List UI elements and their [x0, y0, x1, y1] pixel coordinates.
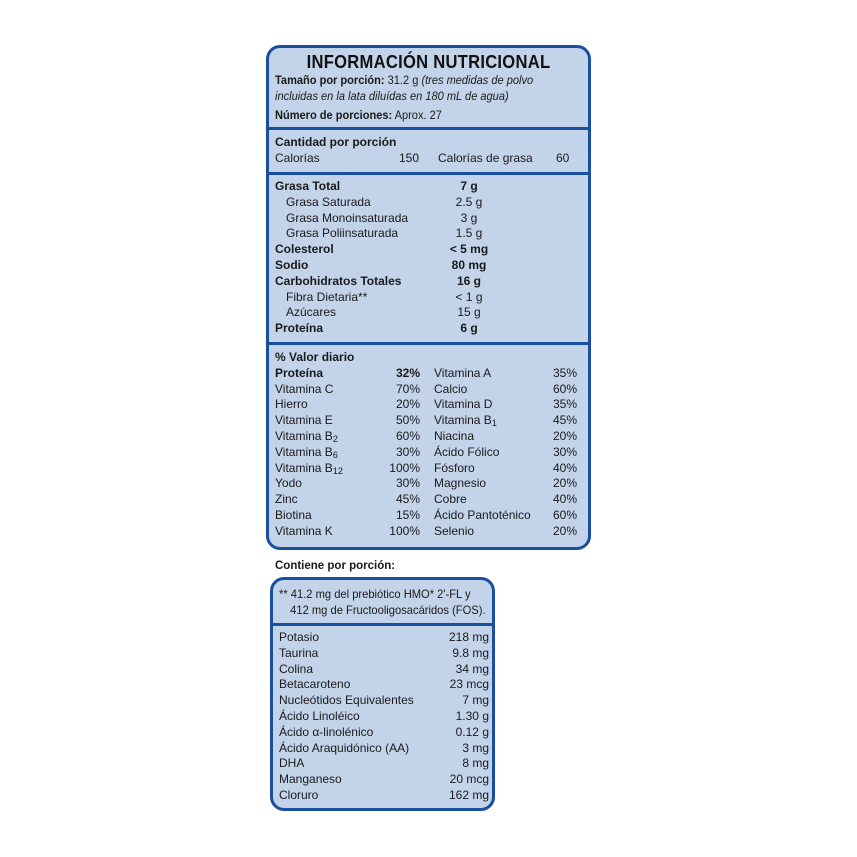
daily-value-percent: 45%	[395, 492, 420, 507]
daily-value-name	[275, 445, 338, 461]
additional-nutrient-label: Taurina	[279, 645, 319, 660]
nutrient-label: Grasa Poliinsaturada	[286, 226, 399, 241]
nutrient-label: Sodio	[275, 257, 309, 272]
additional-nutrient-value: 218 mg	[448, 630, 489, 644]
daily-value-row	[275, 524, 582, 540]
nutrient-label: Azúcares	[286, 305, 337, 320]
daily-value-name	[275, 461, 343, 477]
nutrient-value: 6 g	[460, 321, 478, 336]
additional-nutrient-row	[279, 772, 489, 788]
vitamin-name: Vitamina C	[275, 381, 334, 396]
additional-nutrient-value: 7 mg	[462, 693, 489, 708]
servings-value: Aprox. 27	[394, 107, 442, 122]
divider	[269, 342, 588, 345]
additional-nutrient-label: DHA	[279, 756, 305, 771]
serving-size-note-2: incluidas en la lata diluídas en 180 mL de agua)	[275, 88, 509, 103]
prebiotic-note-line-2: 412 mg de Fructooligosacáridos (FOS).	[290, 602, 486, 617]
calories-value: 150	[399, 150, 420, 165]
vitamin-name: Ácido Fólico	[434, 444, 500, 459]
daily-value-percent: 32%	[395, 365, 420, 380]
nutrient-value: 80 mg	[451, 257, 487, 272]
nutrient-row	[275, 195, 582, 211]
nutrient-value: 2.5 g	[455, 194, 483, 209]
nutrient-row	[275, 274, 582, 290]
daily-value-row	[275, 461, 582, 477]
nutrient-value: 15 g	[457, 305, 481, 320]
divider	[273, 623, 492, 626]
nutrient-value: 16 g	[456, 273, 481, 288]
daily-value-name	[434, 508, 531, 524]
daily-value-percent: 35%	[552, 365, 577, 380]
daily-value-name	[434, 461, 475, 477]
daily-value-name	[434, 366, 491, 382]
nutrient-label: Grasa Monoinsaturada	[286, 210, 409, 225]
daily-value-heading: % Valor diario	[275, 350, 355, 364]
daily-value-name	[275, 508, 312, 524]
nutrient-row	[275, 305, 582, 321]
fat-calories-label: Calorías de grasa	[438, 150, 533, 165]
daily-value-row	[275, 413, 582, 429]
daily-value-row	[275, 476, 582, 492]
nutrient-label: Proteína	[275, 321, 324, 336]
vitamin-subscript: 12	[332, 465, 343, 476]
daily-value-percent: 15%	[395, 507, 420, 522]
daily-value-name	[434, 445, 499, 461]
vitamin-name: Vitamina B	[275, 444, 333, 459]
additional-nutrient-label: Cloruro	[279, 787, 319, 802]
additional-nutrients-panel	[270, 577, 495, 811]
vitamin-name: Ácido Pantoténico	[434, 507, 531, 522]
daily-value-row	[275, 429, 582, 445]
daily-value-percent: 20%	[552, 428, 577, 443]
calories-row	[275, 151, 582, 167]
daily-value-percent: 45%	[552, 413, 577, 428]
daily-value-name	[434, 429, 474, 445]
additional-nutrient-row	[279, 630, 489, 646]
additional-nutrient-row	[279, 787, 489, 804]
vitamin-name: Vitamina K	[275, 523, 333, 538]
nutrient-value: 7 g	[460, 179, 478, 193]
additional-nutrient-label: Ácido Araquidónico (AA)	[279, 740, 410, 755]
vitamin-name: Selenio	[434, 523, 475, 538]
vitamin-name: Zinc	[275, 492, 298, 507]
calories-section	[269, 135, 588, 167]
daily-value-name	[275, 382, 333, 398]
nutrient-value: 3 g	[460, 210, 478, 225]
additional-nutrient-label: Betacaroteno	[279, 677, 351, 692]
daily-value-name	[275, 492, 298, 508]
daily-value-percent: 100%	[389, 523, 420, 538]
additional-nutrient-label: Ácido α-linolénico	[279, 724, 374, 739]
nutrient-label: Grasa Saturada	[286, 194, 371, 209]
daily-value-percent: 60%	[552, 381, 577, 396]
daily-value-name	[275, 476, 302, 492]
daily-value-percent: 20%	[552, 523, 577, 538]
daily-value-percent: 70%	[395, 381, 420, 396]
daily-value-percent: 30%	[395, 444, 420, 459]
additional-nutrient-row	[279, 645, 489, 662]
serving-size	[275, 73, 557, 89]
nutrient-value: 1.5 g	[455, 226, 483, 241]
additional-nutrient-label: Colina	[279, 661, 314, 676]
daily-value-row	[275, 508, 582, 524]
daily-value-percent: 40%	[552, 460, 577, 475]
daily-value-row	[275, 382, 582, 398]
daily-values-list	[275, 366, 582, 540]
nutrient-label: Grasa Total	[275, 179, 341, 193]
nutrient-row	[275, 179, 582, 195]
nutrient-row	[275, 242, 582, 258]
daily-value-name	[275, 524, 333, 540]
vitamin-name: Vitamina B	[275, 460, 333, 475]
additional-nutrient-row	[279, 740, 489, 757]
additional-nutrient-row	[279, 693, 489, 709]
divider	[269, 172, 588, 175]
vitamin-name: Proteína	[275, 365, 324, 380]
additional-nutrient-value: 34 mg	[455, 661, 489, 676]
serving-size-note-1: (tres medidas de polvo	[421, 73, 534, 87]
additional-nutrient-value: 23 mcg	[449, 677, 489, 692]
additional-nutrient-row	[279, 708, 489, 725]
daily-value-percent: 20%	[395, 397, 420, 412]
fat-calories-value: 60	[556, 150, 570, 165]
additional-nutrient-row	[279, 677, 489, 693]
vitamin-name: Vitamina A	[434, 365, 492, 380]
daily-value-name	[275, 366, 323, 382]
vitamin-name: Biotina	[275, 507, 312, 522]
vitamin-name: Vitamina D	[434, 397, 493, 412]
additional-nutrient-row	[279, 756, 489, 772]
nutrient-value: < 1 g	[455, 289, 483, 304]
daily-value-row	[275, 366, 582, 382]
nutrient-row	[275, 258, 582, 274]
additional-nutrient-value: 9.8 mg	[452, 645, 489, 660]
contains-heading: Contiene por porción:	[275, 560, 396, 572]
vitamin-subscript: 6	[332, 449, 338, 460]
nutrient-row	[275, 321, 582, 337]
additional-nutrient-value: 3 mg	[462, 740, 489, 755]
daily-value-name	[434, 492, 467, 508]
nutrient-row	[275, 226, 582, 242]
amount-heading: Cantidad por porción	[275, 135, 397, 149]
daily-value-row	[275, 492, 582, 508]
daily-value-row	[275, 397, 582, 413]
daily-value-percent: 60%	[395, 428, 420, 443]
vitamin-name: Vitamina B	[275, 428, 333, 443]
vitamin-name: Cobre	[434, 492, 467, 507]
nutrient-row	[275, 290, 582, 306]
additional-nutrient-label: Potasio	[279, 630, 320, 644]
daily-value-row	[275, 445, 582, 461]
prebiotic-note	[273, 587, 492, 619]
daily-value-percent: 20%	[552, 476, 577, 491]
panel-header	[269, 48, 588, 123]
vitamin-subscript: 1	[491, 418, 497, 429]
servings-label: Número de porciones:	[275, 107, 393, 122]
serving-size-label: Tamaño por porción:	[275, 73, 385, 87]
additional-nutrient-value: 20 mcg	[449, 772, 489, 787]
vitamin-name: Vitamina B	[434, 413, 492, 428]
vitamin-name: Fósforo	[434, 460, 475, 475]
calories-label: Calorías	[275, 150, 320, 165]
daily-value-percent: 60%	[552, 507, 577, 522]
daily-value-name	[275, 429, 338, 445]
nutrient-label: Fibra Dietaria**	[286, 289, 368, 304]
nutrients-list	[269, 179, 588, 337]
daily-value-percent: 40%	[552, 492, 577, 507]
vitamin-name: Vitamina E	[275, 413, 333, 428]
vitamin-name: Niacina	[434, 428, 475, 443]
vitamin-name: Hierro	[275, 397, 308, 412]
nutrient-row	[275, 211, 582, 227]
additional-nutrient-label: Nucleótidos Equivalentes	[279, 693, 414, 708]
nutrition-facts-panel	[266, 45, 591, 550]
nutrient-label: Colesterol	[275, 242, 334, 257]
serving-size-value: 31.2 g	[387, 73, 419, 87]
daily-value-name	[434, 397, 492, 413]
additional-nutrient-value: 8 mg	[462, 756, 489, 771]
nutrient-label: Carbohidratos Totales	[275, 273, 402, 288]
daily-value-percent: 100%	[389, 460, 420, 475]
daily-value-name	[434, 476, 486, 492]
prebiotic-note-line-1: ** 41.2 mg del prebiótico HMO* 2'-FL y	[279, 587, 471, 601]
daily-value-name	[275, 413, 333, 429]
daily-value-percent: 30%	[395, 476, 420, 491]
servings-per-container	[275, 108, 557, 124]
additional-nutrient-value: 0.12 g	[455, 724, 489, 739]
vitamin-name: Magnesio	[434, 476, 487, 491]
divider	[269, 127, 588, 130]
daily-values-section	[269, 350, 588, 540]
additional-nutrient-row	[279, 661, 489, 678]
daily-value-percent: 50%	[395, 413, 420, 428]
additional-nutrient-label: Manganeso	[279, 772, 342, 787]
additional-nutrient-value: 162 mg	[448, 787, 489, 802]
daily-value-percent: 35%	[552, 397, 577, 412]
panel-title: INFORMACIÓN NUTRICIONAL	[306, 52, 551, 72]
vitamin-subscript: 2	[332, 433, 338, 444]
additional-nutrient-value: 1.30 g	[455, 708, 489, 723]
vitamin-name: Calcio	[434, 381, 468, 396]
daily-value-name	[434, 413, 497, 429]
daily-value-name	[434, 382, 467, 398]
daily-value-name	[275, 397, 308, 413]
additional-nutrients-list	[273, 630, 492, 804]
additional-nutrient-row	[279, 724, 489, 741]
additional-nutrient-label: Ácido Linoléico	[279, 708, 360, 723]
vitamin-name: Yodo	[275, 476, 302, 491]
nutrient-value: < 5 mg	[449, 242, 489, 257]
daily-value-percent: 30%	[552, 444, 577, 459]
daily-value-name	[434, 524, 474, 540]
